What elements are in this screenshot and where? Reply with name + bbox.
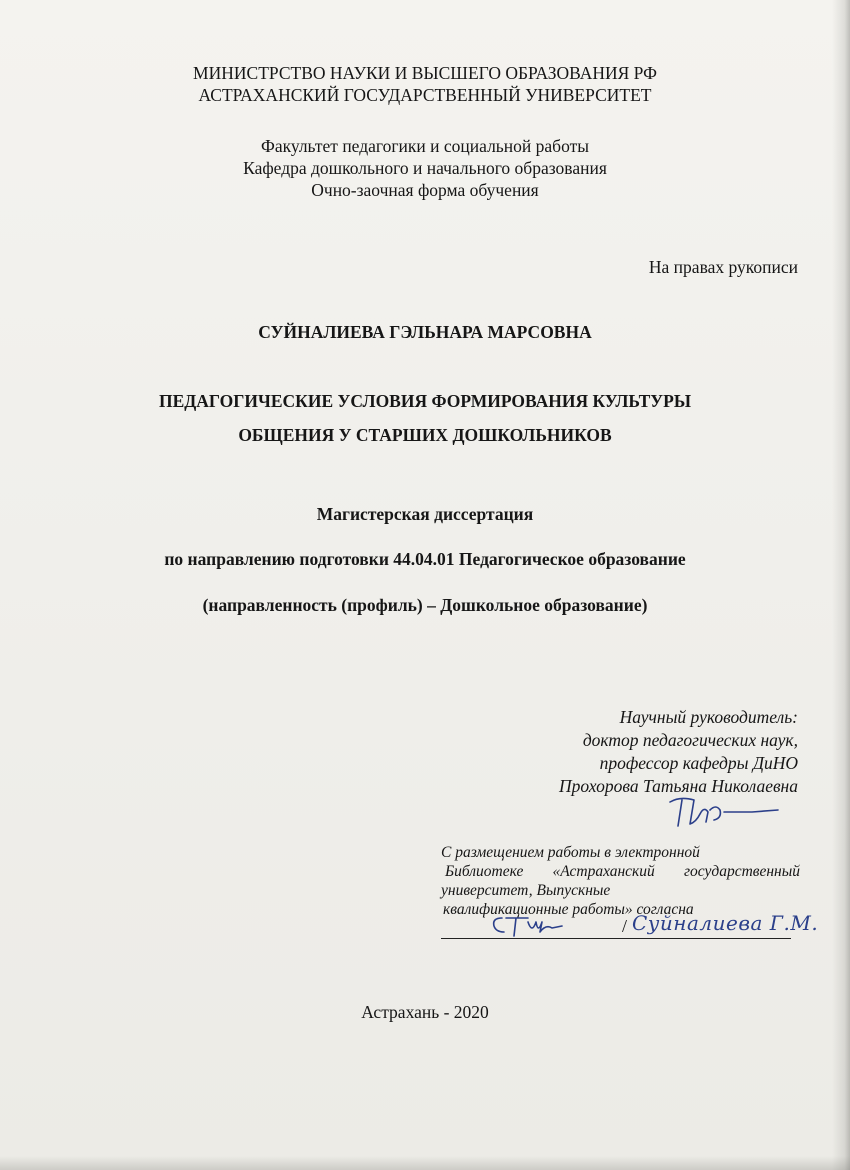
author-name: СУЙНАЛИЕВА ГЭЛЬНАРА МАРСОВНА: [258, 322, 592, 342]
supervisor-degree: доктор педагогических наук,: [582, 730, 798, 750]
direction-line: по направлению подготовки 44.04.01 Педагогическое образование: [164, 549, 686, 569]
supervisor-name: Прохорова Татьяна Николаевна: [559, 776, 798, 796]
signature-separator: /: [622, 916, 628, 936]
department-line: Кафедра дошкольного и начального образования: [243, 158, 607, 178]
supervisor-position: профессор кафедры ДиНО: [599, 753, 798, 773]
ministry-line: МИНИСТРСТВО НАУКИ И ВЫСШЕГО ОБРАЗОВАНИЯ РФ: [193, 63, 657, 83]
thesis-title-line-1: ПЕДАГОГИЧЕСКИЕ УСЛОВИЯ ФОРМИРОВАНИЯ КУЛЬТУРЫ: [158, 391, 692, 411]
work-type: Магистерская диссертация: [316, 504, 534, 524]
consent-line-4: квалификационные работы» согласна: [443, 901, 694, 918]
handwritten-name: Суйналиева Г.М.: [632, 911, 819, 935]
consent-line-3: университет, Выпускные: [441, 882, 611, 899]
university-line: АСТРАХАНСКИЙ ГОСУДАРСТВЕННЫЙ УНИВЕРСИТЕТ: [198, 85, 652, 105]
supervisor-label: Научный руководитель:: [619, 707, 798, 727]
page-bottom-shadow: [0, 1156, 850, 1170]
supervisor-signature-icon: [660, 792, 790, 832]
study-form-line: Очно-заочная форма обучения: [311, 180, 539, 200]
rights-note: На правах рукописи: [648, 257, 798, 277]
faculty-line: Факультет педагогики и социальной работы: [261, 136, 589, 156]
consent-line-2: Библиотеке «Астраханский государственный: [445, 863, 800, 880]
city-year: Астрахань - 2020: [361, 1002, 489, 1022]
consent-line-1: С размещением работы в электронной: [441, 844, 700, 861]
thesis-title-line-2: ОБЩЕНИЯ У СТАРШИХ ДОШКОЛЬНИКОВ: [238, 425, 612, 445]
profile-line: (направленность (профиль) – Дошкольное образование): [202, 595, 648, 615]
student-signature-icon: [488, 910, 568, 942]
